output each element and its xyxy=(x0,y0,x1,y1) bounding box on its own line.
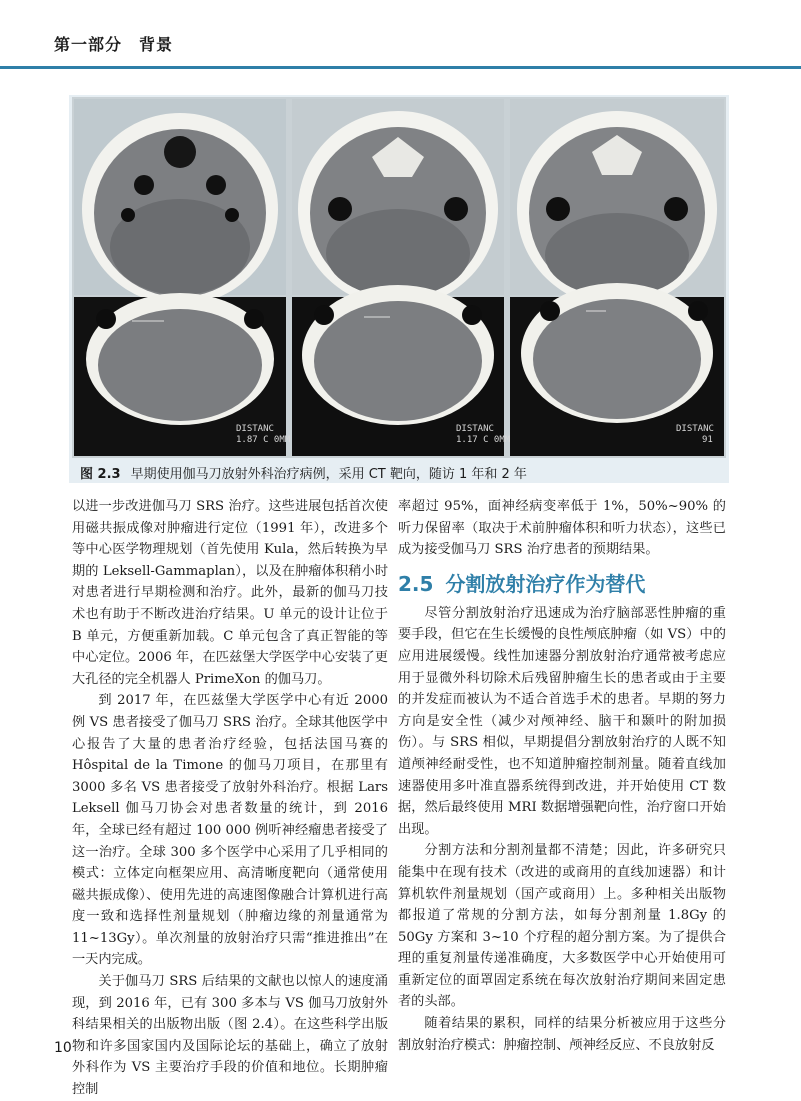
distance-label-3: DISTANC xyxy=(676,424,714,434)
section-heading xyxy=(398,571,726,597)
running-header: 第一部分 背景 xyxy=(54,35,174,54)
figure-caption-text: 早期使用伽马刀放射外科治疗病例，采用 CT 靶向，随访 1 年和 2 年 xyxy=(130,467,527,482)
header-rule xyxy=(0,66,801,69)
ct-scan-montage xyxy=(72,97,726,458)
distance-value-1: 1.87 C 0MM xyxy=(236,435,291,445)
paragraph: 随着结果的累积，同样的结果分析被应用于这些分割放射治疗模式：肿瘤控制、颅神经反应、不良放射反 xyxy=(398,1016,726,1053)
paragraph: 到 2017 年，在匹兹堡大学医学中心有近 2000 例 VS 患者接受了伽马刀 SRS 治疗。全球其他医学中心报告了大量的患者治疗经验，包括法国马赛的 Hôspital de la Timone 的伽马刀项目，在那里有 3000 多名 VS 患者接受了放射外科治疗。根据 Lars Leksell 伽马刀协会对患者数量的统计，到 2016 年，全球已经有超过 100 000 例听神经瘤患者接受了这一治疗。全球 300 多个医学中心采用了几乎相同的模式：立体定向框架应用、高清晰度靶向（通常使用磁共振成像）、使用先进的高速图像融合计算机进行高度一致和选择性剂量规划（肿瘤边缘的剂量通常为 11~13Gy）。单次剂量的放射治疗只需“推进推出”在一天内完成。 xyxy=(72,693,388,968)
paragraph: 关于伽马刀 SRS 后结果的文献也以惊人的速度涌现，到 2016 年，已有 300 多本与 VS 伽马刀放射外科结果相关的出版物出版（图 2.4）。在这些科学出版物和许多国家国内及国际论坛的基础上，确立了放射外科作为 VS 主要治疗手段的价值和地位。长期肿瘤控制 xyxy=(72,974,388,1098)
paragraph: 尽管分割放射治疗迅速成为治疗脑部恶性肿瘤的重要手段，但它在生长缓慢的良性颅底肿瘤（如 VS）中的应用进展缓慢。线性加速器分割放射治疗通常被考虑应用于显微外科切除术后残留肿瘤生长的患者或由于主要的并发症而被认为不适合首选手术的患者。早期的努力方向是安全性（减少对颅神经、脑干和颞叶的附加损伤）。与 SRS 相似，早期提倡分割放射治疗的人既不知道颅神经耐受性，也不知道肿瘤控制剂量。随着直线加速器使用多叶准直器系统得到改进，并开始使用 CT 数据，然后最终使用 MRI 数据增强靶向性，治疗窗口开始出现。 xyxy=(398,605,726,837)
scan-top-middle xyxy=(292,99,504,307)
paragraph: 率超过 95%，面神经病变率低于 1%，50%~90% 的听力保留率（取决于术前肿瘤体积和听力状态），这些已成为接受伽马刀 SRS 治疗患者的预期结果。 xyxy=(398,499,726,558)
page-number: 10 xyxy=(54,1040,72,1056)
scan-top-left xyxy=(74,99,286,305)
distance-label-1: DISTANC xyxy=(236,424,274,434)
ct-scan-image xyxy=(72,97,726,458)
scan-top-right xyxy=(510,99,724,307)
paragraph: 分割方法和分割剂量都不清楚；因此，许多研究只能集中在现有技术（改进的或商用的直线加速器）和计算机软件剂量规划（国产或商用）上。多种相关出版物都报道了常规的分割方法，如每分割剂量 1.8Gy 的 50Gy 方案和 3~10 个疗程的超分割方案。为了提供合理的重复剂量传递准确度，大多数医学中心开始使用可重新定位的面罩固定系统在每次放射治疗期间来固定患者的头部。 xyxy=(398,843,726,1010)
left-column xyxy=(72,496,388,1101)
distance-value-3: 91 xyxy=(702,435,713,445)
section-title: 分割放射治疗作为替代 xyxy=(445,571,646,596)
distance-label-2: DISTANC xyxy=(456,424,494,434)
paragraph: 以进一步改进伽马刀 SRS 治疗。这些进展包括首次使用磁共振成像对肿瘤进行定位（1991 年），改进多个等中心医学物理规划（首先使用 Kula，然后转换为早期的 Leksell-Gammaplan），以及在肿瘤体积稍小时对患者进行早期检测和治疗。此外，最新的伽马刀技术也有助于不断改进治疗结果。U 单元的设计让位于 B 单元，方便重新加载。C 单元包含了真正智能的等中心定位。2006 年，在匹兹堡大学医学中心安装了更大孔径的完全机器人 PrimeXon 的伽马刀。 xyxy=(72,499,388,687)
right-column xyxy=(398,496,726,1056)
figure-caption xyxy=(80,463,527,482)
distance-value-2: 1.17 C 0MM xyxy=(456,435,511,445)
figure-label: 图 2.3 xyxy=(80,467,121,482)
section-number: 2.5 xyxy=(398,571,434,596)
